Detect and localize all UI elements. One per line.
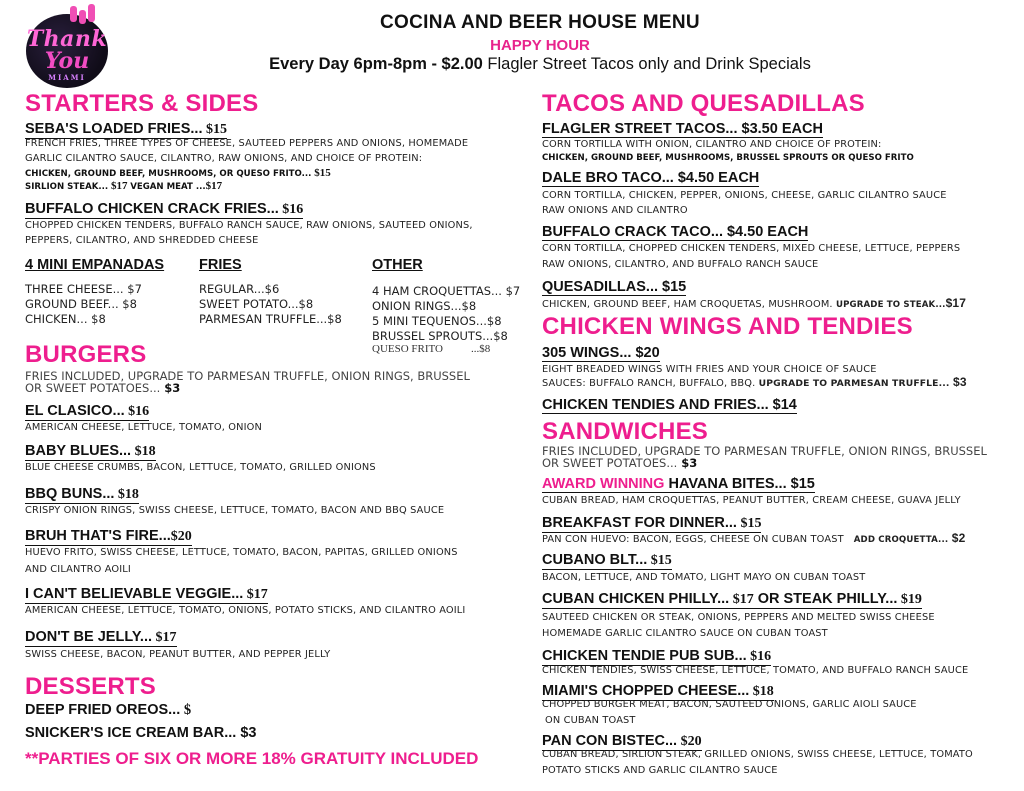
item-description: GARLIC CILANTRO SAUCE, CILANTRO, RAW ONIONS, AND CHOICE OF PROTEIN: xyxy=(25,153,423,164)
list-item: PARMESAN TRUFFLE...$8 xyxy=(199,312,342,326)
happy-hour-subtitle: HAPPY HOUR xyxy=(490,37,590,54)
menu-item-bruh-thats-fire xyxy=(25,525,192,546)
menu-item-dont-be-jelly xyxy=(25,626,177,647)
item-description: POTATO STICKS AND GARLIC CILANTRO SAUCE xyxy=(542,765,778,776)
menu-item-dale-bro-taco xyxy=(542,167,759,187)
starters-section xyxy=(25,90,258,118)
logo-text-you: You xyxy=(44,48,90,74)
item-description: CORN TORTILLA WITH ONION, CILANTRO AND CHOICE OF PROTEIN: xyxy=(542,139,882,150)
item-description: SAUCES: BUFFALO RANCH, BUFFALO, BBQ. UPGRADE TO PARMESAN TRUFFLE... $3 xyxy=(542,375,967,389)
item-name: QUESADILLAS... $15 xyxy=(542,279,687,295)
menu-item-buffalo-crack-taco xyxy=(542,221,808,241)
menu-item-flagler-tacos xyxy=(542,118,823,138)
burgers-note: FRIES INCLUDED, UPGRADE TO PARMESAN TRUFFLE, ONION RINGS, BRUSSEL xyxy=(25,369,470,383)
item-description: AND CILANTRO AOILI xyxy=(25,564,131,575)
item-name: CUBAN CHICKEN PHILLY... $17 OR STEAK PHILLY... $19 xyxy=(542,591,922,607)
item-description: AMERICAN CHEESE, LETTUCE, TOMATO, ONIONS, POTATO STICKS, AND CILANTRO AOILI xyxy=(25,605,466,616)
gratuity-notice: **PARTIES OF SIX OR MORE 18% GRATUITY INCLUDED xyxy=(25,749,479,768)
sandwiches-note: OR SWEET POTATOES... $3 xyxy=(542,456,698,470)
list-item: BRUSSEL SPROUTS...$8 xyxy=(372,329,508,343)
item-description: ON CUBAN TOAST xyxy=(545,715,636,726)
list-item: SWEET POTATO...$8 xyxy=(199,297,314,311)
list-item: 5 MINI TEQUENOS...$8 xyxy=(372,314,502,328)
item-description: BACON, LETTUCE, AND TOMATO, LIGHT MAYO ON CUBAN TOAST xyxy=(542,572,866,583)
item-description: HOMEMADE GARLIC CILANTRO SAUCE ON CUBAN TOAST xyxy=(542,628,828,639)
item-name: BUFFALO CHICKEN CRACK FRIES... $16 xyxy=(25,201,304,217)
item-name: BUFFALO CRACK TACO... $4.50 EACH xyxy=(542,224,809,240)
menu-item-305-wings xyxy=(542,342,660,362)
item-description: CORN TORTILLA, CHOPPED CHICKEN TENDERS, MIXED CHEESE, LETTUCE, PEPPERS xyxy=(542,243,961,254)
list-item: 4 HAM CROQUETTAS... $7 xyxy=(372,284,521,298)
menu-item-breakfast-for-dinner xyxy=(542,512,761,533)
menu-item-bbq-buns xyxy=(25,483,139,504)
item-description: AMERICAN CHEESE, LETTUCE, TOMATO, ONION xyxy=(25,422,262,433)
section-title-tacos: TACOS AND QUESADILLAS xyxy=(542,90,865,117)
list-item: THREE CHEESE... $7 xyxy=(25,282,142,296)
item-name: DON'T BE JELLY... $17 xyxy=(25,629,177,645)
list-item: REGULAR...$6 xyxy=(199,282,280,296)
menu-item-cuban-philly xyxy=(542,588,922,609)
item-description: CUBAN BREAD, HAM CROQUETTAS, PEANUT BUTTER, CREAM CHEESE, GUAVA JELLY xyxy=(542,495,961,506)
item-description: SAUTEED CHICKEN OR STEAK, ONIONS, PEPPERS AND MELTED SWISS CHEESE xyxy=(542,612,935,623)
item-name: AWARD WINNING HAVANA BITES... $15 xyxy=(542,476,815,492)
section-title-sandwiches: SANDWICHES xyxy=(542,418,709,445)
section-title-starters: STARTERS & SIDES xyxy=(25,90,259,117)
item-name: EL CLASICO... $16 xyxy=(25,403,150,419)
item-name: BABY BLUES... $18 xyxy=(25,443,156,459)
award-label: AWARD WINNING xyxy=(542,476,665,492)
section-title-burgers: BURGERS xyxy=(25,341,147,368)
item-description: CHOPPED CHICKEN TENDERS, BUFFALO RANCH SAUCE, RAW ONIONS, SAUTEED ONIONS, xyxy=(25,220,473,231)
item-name: CHICKEN TENDIES AND FRIES... $14 xyxy=(542,397,797,413)
list-item: CHICKEN... $8 xyxy=(25,312,106,326)
item-name: I CAN'T BELIEVABLE VEGGIE... $17 xyxy=(25,586,268,602)
item-description: CHOPPED BURGER MEAT, BACON, SAUTEED ONIONS, GARLIC AIOLI SAUCE xyxy=(542,699,917,710)
menu-item-quesadillas xyxy=(542,276,686,296)
menu-title: COCINA AND BEER HOUSE MENU xyxy=(380,12,700,33)
item-description: RAW ONIONS AND CILANTRO xyxy=(542,205,688,216)
menu-item-baby-blues xyxy=(25,440,156,461)
item-name: FLAGLER STREET TACOS... $3.50 EACH xyxy=(542,121,823,137)
item-name: SEBA'S LOADED FRIES... $15 xyxy=(25,121,227,137)
item-description: FRENCH FRIES, THREE TYPES OF CHEESE, SAUTEED PEPPERS AND ONIONS, HOMEMADE xyxy=(25,138,469,149)
item-name: BREAKFAST FOR DINNER... $15 xyxy=(542,515,762,531)
item-description: BLUE CHEESE CRUMBS, BACON, LETTUCE, TOMATO, GRILLED ONIONS xyxy=(25,462,376,473)
section-title-wings: CHICKEN WINGS AND TENDIES xyxy=(542,313,913,340)
item-description: PEPPERS, CILANTRO, AND SHREDDED CHEESE xyxy=(25,235,259,246)
item-description: CRISPY ONION RINGS, SWISS CHEESE, LETTUCE, TOMATO, BACON AND BBQ SAUCE xyxy=(25,505,445,516)
item-name: DALE BRO TACO... $4.50 EACH xyxy=(542,170,760,186)
menu-item-el-clasico xyxy=(25,400,149,421)
item-name: CUBANO BLT... $15 xyxy=(542,552,672,568)
menu-item-deep-fried-oreos: DEEP FRIED OREOS... $ xyxy=(25,702,192,718)
list-item: ONION RINGS...$8 xyxy=(372,299,477,313)
empanadas-heading: 4 MINI EMPANADAS xyxy=(25,257,165,273)
item-description: PAN CON HUEVO: BACON, EGGS, CHEESE ON CUBAN TOAST ADD CROQUETTA... $2 xyxy=(542,531,966,545)
happy-hour-details: Every Day 6pm-8pm - $2.00 Flagler Street Tacos only and Drink Specials xyxy=(269,55,811,73)
list-item: GROUND BEEF... $8 xyxy=(25,297,137,311)
item-description: CHICKEN TENDIES, SWISS CHEESE, LETTUCE, TOMATO, AND BUFFALO RANCH SAUCE xyxy=(542,665,969,676)
item-description: EIGHT BREADED WINGS WITH FRIES AND YOUR CHOICE OF SAUCE xyxy=(542,364,877,375)
item-description: RAW ONIONS, CILANTRO, AND BUFFALO RANCH SAUCE xyxy=(542,259,819,270)
menu-item-buffalo-fries xyxy=(25,198,303,219)
list-item: QUESO FRITO ...$8 xyxy=(372,343,491,355)
item-name: MIAMI'S CHOPPED CHEESE... $18 xyxy=(542,683,774,699)
logo-text-miami: MIAMI xyxy=(48,73,86,82)
menu-item-havana-bites xyxy=(542,473,815,493)
item-name: BRUH THAT'S FIRE...$20 xyxy=(25,528,192,544)
section-title-desserts: DESSERTS xyxy=(25,673,156,700)
menu-item-snickers-bar: SNICKER'S ICE CREAM BAR... $3 xyxy=(25,725,257,741)
item-description: SWISS CHEESE, BACON, PEANUT BUTTER, AND PEPPER JELLY xyxy=(25,649,331,660)
item-description: CUBAN BREAD, SIRLION STEAK, GRILLED ONIONS, SWISS CHEESE, LETTUCE, TOMATO xyxy=(542,749,973,760)
item-name: PAN CON BISTEC... $20 xyxy=(542,733,702,749)
item-description: CHICKEN, GROUND BEEF, HAM CROQUETAS, MUSHROOM. UPGRADE TO STEAK...$17 xyxy=(542,296,967,310)
burgers-note: OR SWEET POTATOES... $3 xyxy=(25,381,181,395)
item-description: HUEVO FRITO, SWISS CHEESE, LETTUCE, TOMATO, BACON, PAPITAS, GRILLED ONIONS xyxy=(25,547,458,558)
menu-item-chicken-tendies xyxy=(542,394,797,414)
protein-options: CHICKEN, GROUND BEEF, MUSHROOMS, BRUSSEL SPROUTS OR QUESO FRITO xyxy=(542,153,914,163)
fries-heading: FRIES xyxy=(199,257,242,273)
item-name: 305 WINGS... $20 xyxy=(542,345,660,361)
item-description: CORN TORTILLA, CHICKEN, PEPPER, ONIONS, CHEESE, GARLIC CILANTRO SAUCE xyxy=(542,190,947,201)
logo-text-thank: Thank xyxy=(26,26,108,52)
item-name: CHICKEN TENDIE PUB SUB... $16 xyxy=(542,648,772,664)
item-name: BBQ BUNS... $18 xyxy=(25,486,139,502)
sandwiches-note: FRIES INCLUDED, UPGRADE TO PARMESAN TRUFFLE, ONION RINGS, BRUSSEL xyxy=(542,444,987,458)
menu-item-veggie xyxy=(25,583,268,604)
other-heading: OTHER xyxy=(372,257,423,273)
protein-upgrades: SIRLION STEAK... $17 VEGAN MEAT ...$17 xyxy=(25,180,223,192)
protein-options: CHICKEN, GROUND BEEF, MUSHROOMS, OR QUESO FRITO... $15 xyxy=(25,167,331,179)
menu-item-cubano-blt xyxy=(542,549,672,570)
